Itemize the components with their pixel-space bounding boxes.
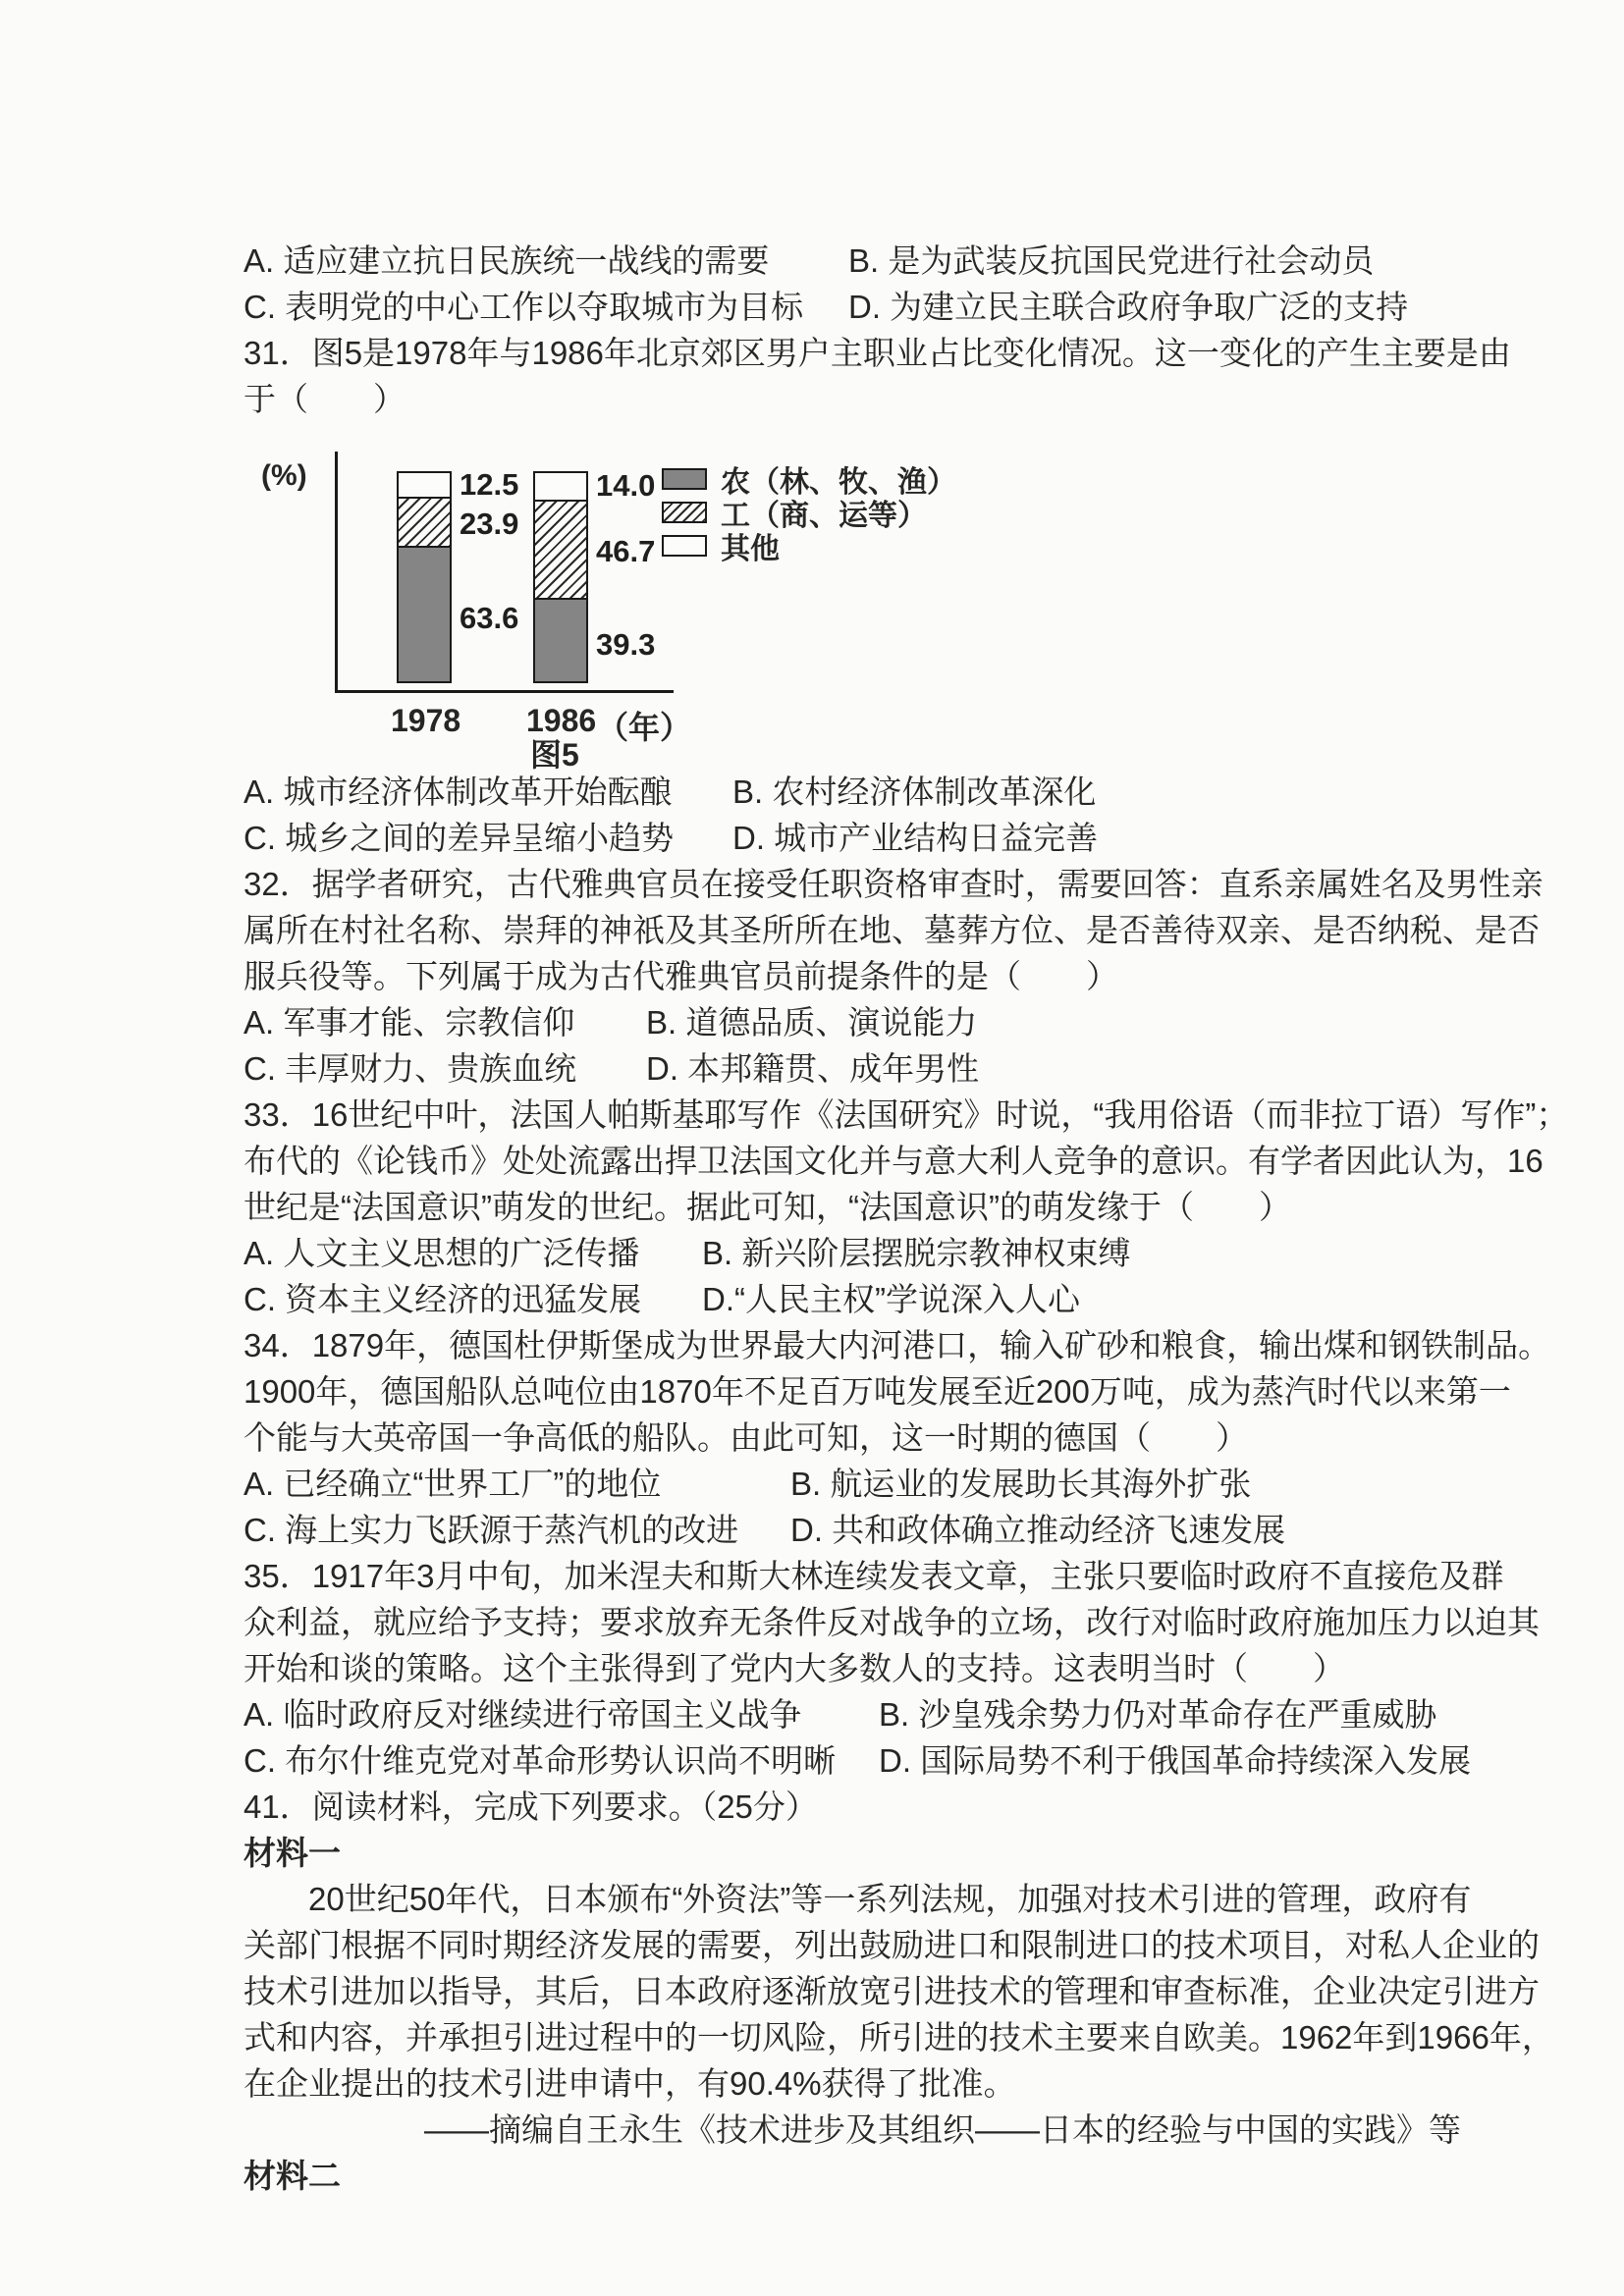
q33-option-b: B. 新兴阶层摆脱宗教神权束缚	[702, 1235, 1131, 1271]
material-1-paragraph-line-4: 式和内容，并承担引进过程中的一切风险，所引进的技术主要来自欧美。1962年到1966年，	[244, 2019, 1554, 2056]
legend-swatch-industry	[662, 502, 707, 523]
q33-stem-line-3: 世纪是“法国意识”萌发的世纪。据此可知，“法国意识”的萌发缘于（ ）	[244, 1189, 1291, 1225]
exam-content	[244, 0, 1569, 2199]
legend-row-other	[662, 529, 956, 565]
q32-stem-line-1: 32．据学者研究，古代雅典官员在接受任职资格审查时，需要回答：直系亲属姓名及男性亲	[244, 866, 1543, 902]
q31-option-d: D. 城市产业结构日益完善	[732, 820, 1099, 856]
q32-option-b: B. 道德品质、演说能力	[646, 1004, 978, 1041]
q31-options-row-cd	[244, 815, 1471, 861]
bar-1986-segment-other	[533, 471, 588, 502]
material-1-label: 材料一	[244, 1835, 341, 1871]
x-axis-line	[335, 690, 674, 693]
q33-options-row-ab	[244, 1230, 1471, 1276]
q32-stem-line-3: 服兵役等。下列属于成为古代雅典官员前提条件的是（ ）	[244, 958, 1118, 994]
value-label-industry-1986: 46.7	[596, 534, 656, 569]
prev-question-options-row-ab	[244, 238, 1471, 284]
bar-1978-segment-agriculture	[397, 546, 452, 683]
q31-stem-line-1: 31．图5是1978年与1986年北京郊区男户主职业占比变化情况。这一变化的产生主要是由	[244, 335, 1511, 371]
q32-option-a: A. 军事才能、宗教信仰	[244, 1004, 575, 1041]
q33-stem-line-2: 布代的《论钱币》处处流露出捍卫法国文化并与意大利人竞争的意识。有学者因此认为，16	[244, 1143, 1543, 1179]
q35-option-c: C. 布尔什维克党对革命形势认识尚不明晰	[244, 1742, 837, 1779]
material-2-label: 材料二	[244, 2158, 341, 2194]
q35-options-row-ab	[244, 1691, 1471, 1737]
legend-row-industry	[662, 496, 956, 532]
q41-heading: 41．阅读材料，完成下列要求。（25分）	[244, 1789, 818, 1825]
bar-1978	[397, 471, 452, 683]
q34-stem-line-2: 1900年，德国船队总吨位由1870年不足百万吨发展至近200万吨，成为蒸汽时代以来第一	[244, 1373, 1511, 1410]
q33-option-c: C. 资本主义经济的迅猛发展	[244, 1281, 642, 1317]
value-label-agriculture-1978: 63.6	[460, 601, 519, 636]
prev-option-c: C. 表明党的中心工作以夺取城市为目标	[244, 289, 804, 325]
material-1-paragraph-line-1: 20世纪50年代，日本颁布“外资法”等一系列法规，加强对技术引进的管理，政府有	[308, 1881, 1472, 1917]
bar-1986	[533, 471, 588, 683]
q34-option-c: C. 海上实力飞跃源于蒸汽机的改进	[244, 1512, 739, 1548]
q34-option-a: A. 已经确立“世界工厂”的地位	[244, 1466, 662, 1502]
q35-option-a: A. 临时政府反对继续进行帝国主义战争	[244, 1696, 802, 1733]
x-axis-unit-label: （年）	[597, 710, 692, 745]
legend-swatch-other	[662, 535, 707, 557]
q31-options-row-ab	[244, 769, 1471, 815]
value-label-other-1986: 14.0	[596, 468, 656, 504]
q33-options-row-cd	[244, 1276, 1471, 1322]
q32-stem-line-2: 属所在村社名称、崇拜的神祇及其圣所所在地、墓葬方位、是否善待双亲、是否纳税、是否	[244, 912, 1540, 948]
q35-option-d: D. 国际局势不利于俄国革命持续深入发展	[879, 1742, 1472, 1779]
q32-options-row-cd	[244, 1045, 1471, 1092]
y-axis-label: (%)	[261, 459, 307, 492]
q34-stem-line-3: 个能与大英帝国一争高低的船队。由此可知，这一时期的德国（ ）	[244, 1419, 1248, 1456]
material-1-paragraph-line-5: 在企业提出的技术引进申请中，有90.4%获得了批准。	[244, 2065, 1016, 2102]
q31-stem-line-2: 于（ ）	[244, 381, 406, 417]
q33-stem-line-1: 33．16世纪中叶，法国人帕斯基耶写作《法国研究》时说，“我用俗语（而非拉丁语）写作”；	[244, 1096, 1569, 1133]
value-label-agriculture-1986: 39.3	[596, 626, 656, 662]
figure-caption: 图5	[530, 737, 579, 773]
bar-1978-segment-other	[397, 471, 452, 499]
q33-option-d: D.“人民主权”学说深入人心	[702, 1281, 1080, 1317]
q34-options-row-cd	[244, 1507, 1471, 1553]
value-label-other-1978: 12.5	[460, 466, 519, 502]
prev-option-d: D. 为建立民主联合政府争取广泛的支持	[848, 289, 1409, 325]
q32-option-c: C. 丰厚财力、贵族血统	[244, 1050, 577, 1087]
material-1-paragraph-line-2: 关部门根据不同时期经济发展的需要，列出鼓励进口和限制进口的技术项目，对私人企业的	[244, 1927, 1540, 1963]
q35-stem-line-3: 开始和谈的策略。这个主张得到了党内大多数人的支持。这表明当时（ ）	[244, 1650, 1345, 1686]
bar-1986-segment-industry	[533, 500, 588, 601]
q35-stem-line-1: 35．1917年3月中旬，加米涅夫和斯大林连续发表文章，主张只要临时政府不直接危及群	[244, 1558, 1504, 1594]
q32-option-d: D. 本邦籍贯、成年男性	[646, 1050, 980, 1087]
q35-stem-line-2: 众利益，就应给予支持；要求放弃无条件反对战争的立场，改行对临时政府施加压力以迫其	[244, 1604, 1540, 1640]
bar-1978-value-labels	[460, 466, 519, 687]
material-1-paragraph-line-3: 技术引进加以指导，其后，日本政府逐渐放宽引进技术的管理和审查标准，企业决定引进方	[244, 1973, 1540, 2009]
q35-option-b: B. 沙皇残余势力仍对革命存在严重威胁	[879, 1696, 1437, 1733]
prev-option-a: A. 适应建立抗日民族统一战线的需要	[244, 242, 770, 279]
y-axis-line	[335, 452, 338, 693]
x-tick-1986: 1986	[526, 703, 597, 738]
q33-option-a: A. 人文主义思想的广泛传播	[244, 1235, 640, 1271]
material-1-attribution: ——摘编自王永生《技术进步及其组织——日本的经验与中国的实践》等	[424, 2111, 1461, 2148]
q34-option-d: D. 共和政体确立推动经济飞速发展	[790, 1512, 1286, 1548]
q32-options-row-ab	[244, 999, 1471, 1045]
legend-label-agriculture: 农（林、牧、渔）	[721, 466, 956, 499]
q31-option-b: B. 农村经济体制改革深化	[732, 774, 1097, 810]
q31-option-a: A. 城市经济体制改革开始酝酿	[244, 774, 673, 810]
figure5-chart	[244, 430, 1471, 773]
q34-stem-line-1: 34．1879年，德国杜伊斯堡成为世界最大内河港口，输入矿砂和粮食，输出煤和钢铁制品。	[244, 1327, 1551, 1363]
q35-options-row-cd	[244, 1737, 1471, 1784]
bar-1978-segment-industry	[397, 497, 452, 549]
q34-option-b: B. 航运业的发展助长其海外扩张	[790, 1466, 1252, 1502]
bar-1986-value-labels	[596, 468, 656, 687]
x-tick-1978: 1978	[391, 703, 461, 738]
bar-1986-segment-agriculture	[533, 598, 588, 683]
chart-legend	[662, 462, 956, 565]
legend-label-other: 其他	[721, 533, 780, 565]
legend-label-industry: 工（商、运等）	[721, 500, 927, 532]
q31-option-c: C. 城乡之间的差异呈缩小趋势	[244, 820, 675, 856]
q34-options-row-ab	[244, 1461, 1471, 1507]
value-label-industry-1978: 23.9	[460, 506, 519, 541]
legend-swatch-agriculture	[662, 468, 707, 490]
prev-question-options-row-cd	[244, 284, 1471, 330]
prev-option-b: B. 是为武装反抗国民党进行社会动员	[848, 242, 1375, 279]
